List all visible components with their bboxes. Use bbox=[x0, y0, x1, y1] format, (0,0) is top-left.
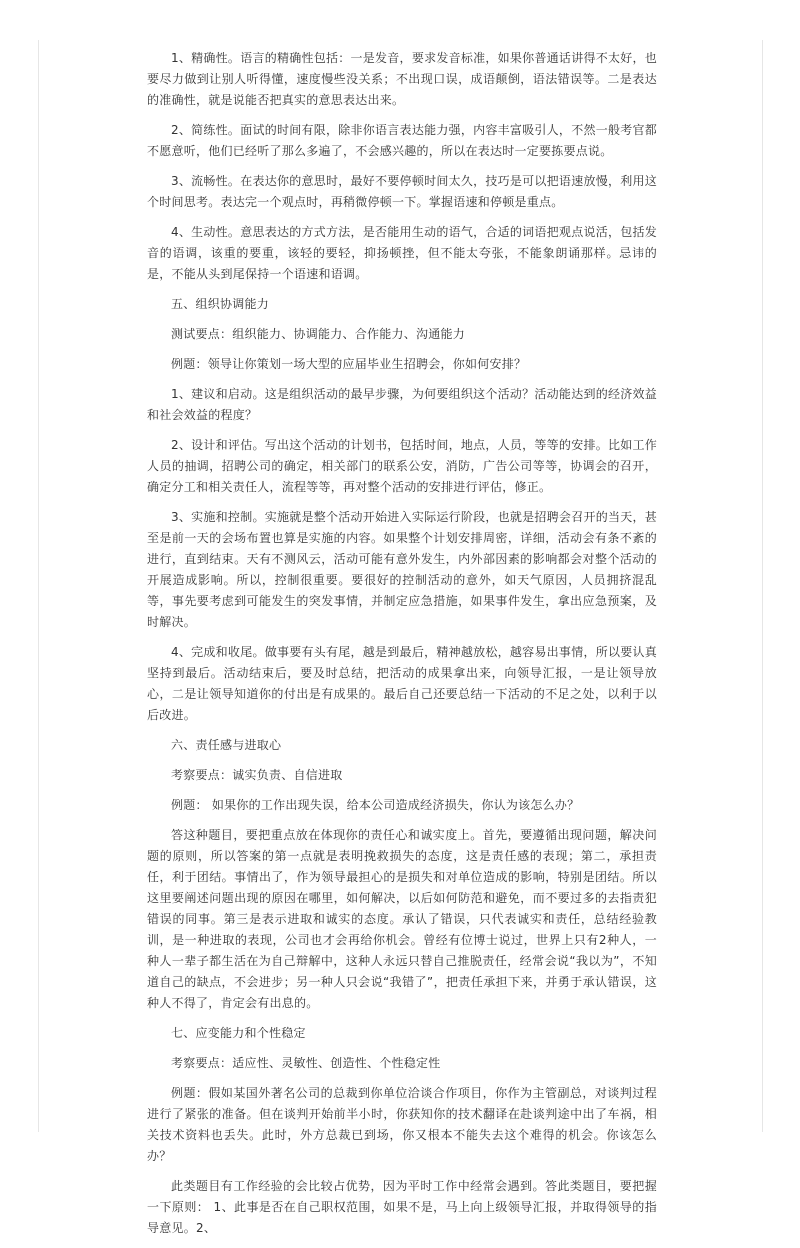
paragraph-responsibility-answer: 答这种题目，要把重点放在体现你的责任心和诚实度上。首先，要遵循出现问题，解决问题的原则，所以答案的第一点就是表明挽救损失的态度，这是责任感的表现；第二，承担责任，利于团结。事情出了，作为领导最担心的是损失和对单位造成的影响，特别是团结。所以这里要阐述问题出现的原因在哪里，如何解决，以后如何防范和避免，而不要过多的去指责犯错误的同事。第三是表示进取和诚实的态度。承认了错误，只代表诚实和责任，总结经验教训，是一种进取的表现，公司也才会再给你机会。曾经有位博士说过，世界上只有2种人，一种人一辈子都生活在为自己辩解中，这种人永远只替自己推脱责任，经常会说“我以为”，不知道自己的缺点，不会进步；另一种人只会说“我错了”，把责任承担下来，并勇于承认错误，这种人不得了，肯定会有出息的。 bbox=[147, 828, 657, 1010]
paragraph-completion: 4、完成和收尾。做事要有头有尾，越是到最后，精神越放松，越容易出事情，所以要认真坚持到最后。活动结束后，要及时总结，把活动的成果拿出来，向领导汇报，一是让领导放心，二是让领导知道你的付出是有成果的。最后自己还要总结一下活动的不足之处，以利于以后改进。 bbox=[147, 645, 657, 722]
paragraph-implementation: 3、实施和控制。实施就是整个活动开始进入实际运行阶段，也就是招聘会召开的当天，甚至是前一天的会场布置也算是实施的内容。如果整个计划安排周密，详细，活动会有条不紊的进行，直到结束。天有不测风云，活动可能有意外发生，内外部因素的影响都会对整个活动的开展造成影响。所以，控制很重要。要很好的控制活动的意外，如天气原因，人员拥挤混乱等，事先要考虑到可能发生的突发事情，并制定应急措施，如果事件发生，拿出应急预案，及时解决。 bbox=[147, 510, 657, 629]
right-page-border bbox=[762, 40, 763, 1132]
test-points-adaptability: 考察要点：适应性、灵敏性、创造性、个性稳定性 bbox=[171, 1056, 441, 1070]
paragraph-accuracy: 1、精确性。语言的精确性包括：一是发音，要求发音标准，如果你普通话讲得不太好，也要尽力做到让别人听得懂，速度慢些没关系；不出现口误，成语颠倒，语法错误等。二是表达的准确性，就是说能否把真实的意思表达出来。 bbox=[147, 51, 657, 107]
paragraph-fluency: 3、流畅性。在表达你的意思时，最好不要停顿时间太久，技巧是可以把语速放慢，利用这个时间思考。表达完一个观点时，再稍微停顿一下。掌握语速和停顿是重点。 bbox=[147, 174, 657, 209]
section-heading-adaptability: 七、应变能力和个性稳定 bbox=[171, 1026, 306, 1040]
left-page-border bbox=[38, 40, 39, 1132]
document-body bbox=[147, 48, 657, 1248]
section-heading-organization: 五、组织协调能力 bbox=[171, 297, 270, 311]
paragraph-design: 2、设计和评估。写出这个活动的计划书，包括时间，地点，人员，等等的安排。比如工作人员的抽调，招聘公司的确定，相关部门的联系公安，消防，广告公司等等，协调会的召开，确定分工和相关责任人，流程等等，再对整个活动的安排进行评估，修正。 bbox=[147, 438, 657, 494]
paragraph-conciseness: 2、简练性。面试的时间有限，除非你语言表达能力强，内容丰富吸引人，不然一般考官都不愿意听，他们已经听了那么多遍了，不会感兴趣的，所以在表达时一定要拣要点说。 bbox=[147, 123, 657, 158]
paragraph-vividness: 4、生动性。意思表达的方式方法，是否能用生动的语气，合适的词语把观点说活，包括发音的语调，该重的要重，该轻的要轻，抑扬顿挫，但不能太夸张，不能象朗诵那样。忌讳的是，不能从头到尾保持一个语速和语调。 bbox=[147, 225, 657, 281]
example-question-organization: 例题：领导让你策划一场大型的应届毕业生招聘会，你如何安排？ bbox=[171, 357, 527, 371]
example-question-responsibility: 例题： 如果你的工作出现失误，给本公司造成经济损失，你认为该怎么办？ bbox=[171, 798, 580, 812]
test-points-responsibility: 考察要点：诚实负责、自信进取 bbox=[171, 768, 343, 782]
example-question-adaptability: 例题：假如某国外著名公司的总裁到你单位洽谈合作项目，你作为主管副总，对谈判过程进行了紧张的准备。但在谈判开始前半小时，你获知你的技术翻译在赴谈判途中出了车祸，相关技术资料也丢失。此时，外方总裁已到场，你又根本不能失去这个难得的机会。你该怎么办？ bbox=[147, 1086, 657, 1163]
paragraph-proposal: 1、建议和启动。这是组织活动的最早步骤，为何要组织这个活动？活动能达到的经济效益和社会效益的程度？ bbox=[147, 387, 657, 422]
paragraph-adaptability-answer: 此类题目有工作经验的会比较占优势，因为平时工作中经常会遇到。答此类题目，要把握一下原则： 1、此事是否在自己职权范围，如果不是，马上向上级领导汇报，并取得领导的指导意见。2、 bbox=[147, 1179, 657, 1235]
section-heading-responsibility: 六、责任感与进取心 bbox=[171, 738, 282, 752]
test-points-organization: 测试要点：组织能力、协调能力、合作能力、沟通能力 bbox=[171, 327, 466, 341]
